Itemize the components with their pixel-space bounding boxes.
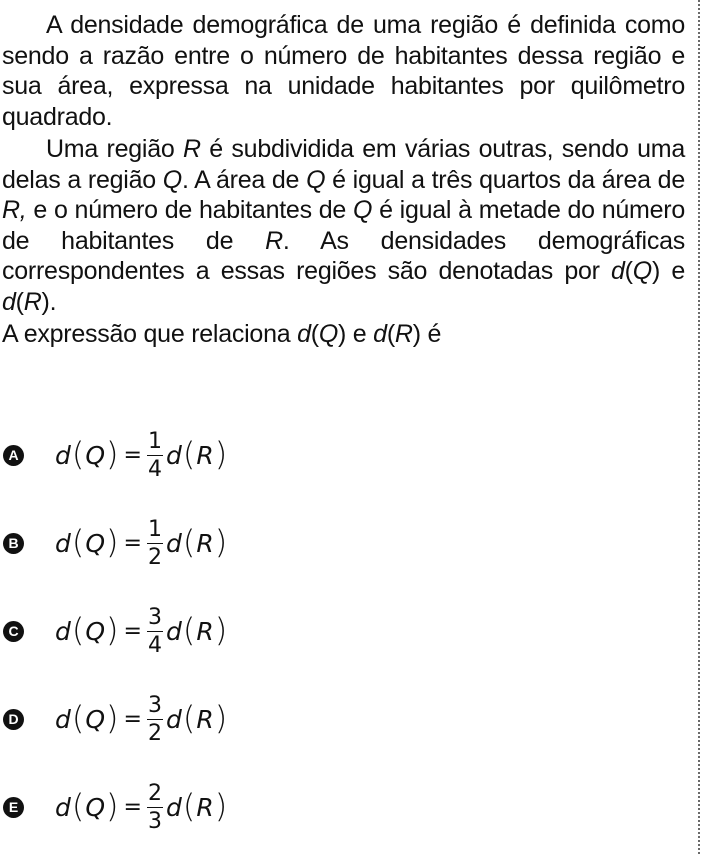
text-segment: . A área de [181, 165, 307, 194]
formula-paren-open: ( [71, 611, 85, 649]
variable-r: R, [2, 196, 27, 224]
fraction [147, 430, 163, 482]
formula-paren-close: ) [106, 435, 119, 473]
question-paragraph-1: A densidade demográfica de uma região é definida como sendo a razão entre o número de habitantes dessa região e sua área, expressa na unidade habitantes por quilômetro quadrado. [2, 11, 685, 131]
fraction-numerator: 1 [147, 517, 162, 542]
formula-q: Q [85, 616, 106, 646]
formula-r: R [196, 616, 214, 646]
formula-paren-open: ( [182, 787, 196, 825]
paren-open: ( [624, 257, 633, 285]
density-function-d: d [2, 287, 16, 316]
option-formula [55, 508, 228, 578]
formula-paren-close: ) [214, 699, 228, 737]
fraction-bar [147, 807, 163, 808]
variable-r: R [394, 320, 413, 348]
page-divider [698, 0, 700, 854]
formula-equals: = [123, 530, 142, 556]
option-letter-badge: B [3, 533, 24, 554]
density-function-d: d [611, 257, 625, 285]
fraction-denominator: 2 [147, 721, 162, 746]
fraction-bar [147, 631, 163, 632]
text-segment: e [660, 257, 685, 285]
formula-r: R [196, 528, 214, 558]
variable-q: Q [162, 165, 182, 194]
option-formula [55, 596, 228, 666]
variable-r: R [265, 226, 283, 255]
formula-paren-open: ( [182, 699, 196, 737]
formula-equals: = [123, 442, 142, 468]
formula-paren-close: ) [214, 523, 228, 561]
variable-q: Q [632, 257, 652, 285]
formula-paren-close: ) [214, 611, 228, 649]
option-letter-badge: A [3, 445, 24, 466]
formula-q: Q [85, 792, 106, 822]
fraction-denominator: 2 [147, 545, 162, 570]
formula-paren-open: ( [182, 435, 196, 473]
text-segment: é igual a três quartos da área de [325, 165, 685, 194]
variable-r: R [183, 135, 201, 163]
option-formula [55, 420, 228, 490]
formula-paren-close: ) [106, 523, 119, 561]
paren-close: ) [412, 320, 421, 348]
formula-equals: = [123, 618, 142, 644]
formula-paren-open: ( [182, 523, 196, 561]
question-paragraph-2 [2, 134, 685, 317]
formula-d: d [55, 528, 71, 558]
text-segment: e [346, 320, 374, 348]
formula-d: d [55, 616, 71, 646]
formula-q: Q [85, 528, 106, 558]
density-function-d: d [297, 320, 311, 348]
fraction [147, 694, 163, 746]
fraction-bar [147, 719, 163, 720]
fraction-numerator: 3 [147, 693, 162, 718]
text-segment: Uma região [46, 135, 183, 163]
formula-paren-open: ( [71, 699, 85, 737]
formula-equals: = [123, 794, 142, 820]
fraction-numerator: 1 [147, 429, 162, 454]
fraction-bar [147, 543, 163, 544]
variable-q: Q [318, 320, 339, 348]
density-function-d: d [373, 320, 387, 348]
formula-d: d [55, 792, 71, 822]
fraction-denominator: 4 [147, 633, 162, 658]
variable-r: R [23, 287, 42, 316]
formula-q: Q [85, 440, 106, 470]
fraction-denominator: 4 [147, 457, 162, 482]
paren-close: ) [651, 257, 661, 285]
option-formula [55, 684, 228, 754]
formula-paren-close: ) [214, 787, 228, 825]
option-letter-badge: E [3, 797, 24, 818]
formula-d: d [165, 616, 182, 646]
formula-d: d [55, 704, 71, 734]
fraction-bar [147, 455, 163, 456]
variable-q: Q [352, 196, 373, 224]
paren-close: ). [41, 287, 57, 316]
formula-paren-close: ) [214, 435, 228, 473]
paren-open: ( [310, 320, 319, 348]
text-segment: A expressão que relaciona [2, 320, 298, 348]
paren-open: ( [386, 320, 395, 348]
fraction [147, 606, 163, 658]
formula-paren-open: ( [71, 787, 85, 825]
formula-paren-close: ) [106, 699, 119, 737]
option-letter-badge: D [3, 709, 24, 730]
question-statement [2, 10, 685, 350]
formula-r: R [196, 440, 214, 470]
text-segment: é subdividida em várias outras, sendo uma delas a região [2, 135, 686, 194]
formula-paren-close: ) [106, 787, 119, 825]
paren-close: ) [338, 320, 347, 348]
formula-equals: = [123, 706, 142, 732]
fraction-numerator: 2 [147, 781, 162, 806]
paren-open: ( [15, 287, 24, 316]
text-segment: . As densidades demográficas correspondentes a essas regiões são denotadas por [2, 226, 685, 285]
text-segment: é [420, 320, 442, 348]
formula-d: d [165, 792, 182, 822]
formula-d: d [165, 528, 182, 558]
text-segment: é igual à metade do número de habitantes de [2, 196, 685, 255]
formula-q: Q [85, 704, 106, 734]
formula-r: R [196, 792, 214, 822]
formula-d: d [165, 440, 182, 470]
fraction-denominator: 3 [147, 809, 162, 834]
option-letter-badge: C [3, 621, 24, 642]
variable-q: Q [306, 165, 326, 194]
formula-paren-open: ( [71, 523, 85, 561]
fraction [147, 782, 163, 834]
fraction-numerator: 3 [147, 605, 162, 630]
formula-r: R [196, 704, 214, 734]
formula-d: d [165, 704, 182, 734]
formula-paren-open: ( [71, 435, 85, 473]
fraction [147, 518, 163, 570]
formula-paren-close: ) [106, 611, 119, 649]
question-prompt [2, 319, 685, 350]
formula-paren-open: ( [182, 611, 196, 649]
text-segment: e o número de habitantes de [26, 196, 353, 224]
option-formula [55, 772, 228, 842]
formula-d: d [55, 440, 71, 470]
